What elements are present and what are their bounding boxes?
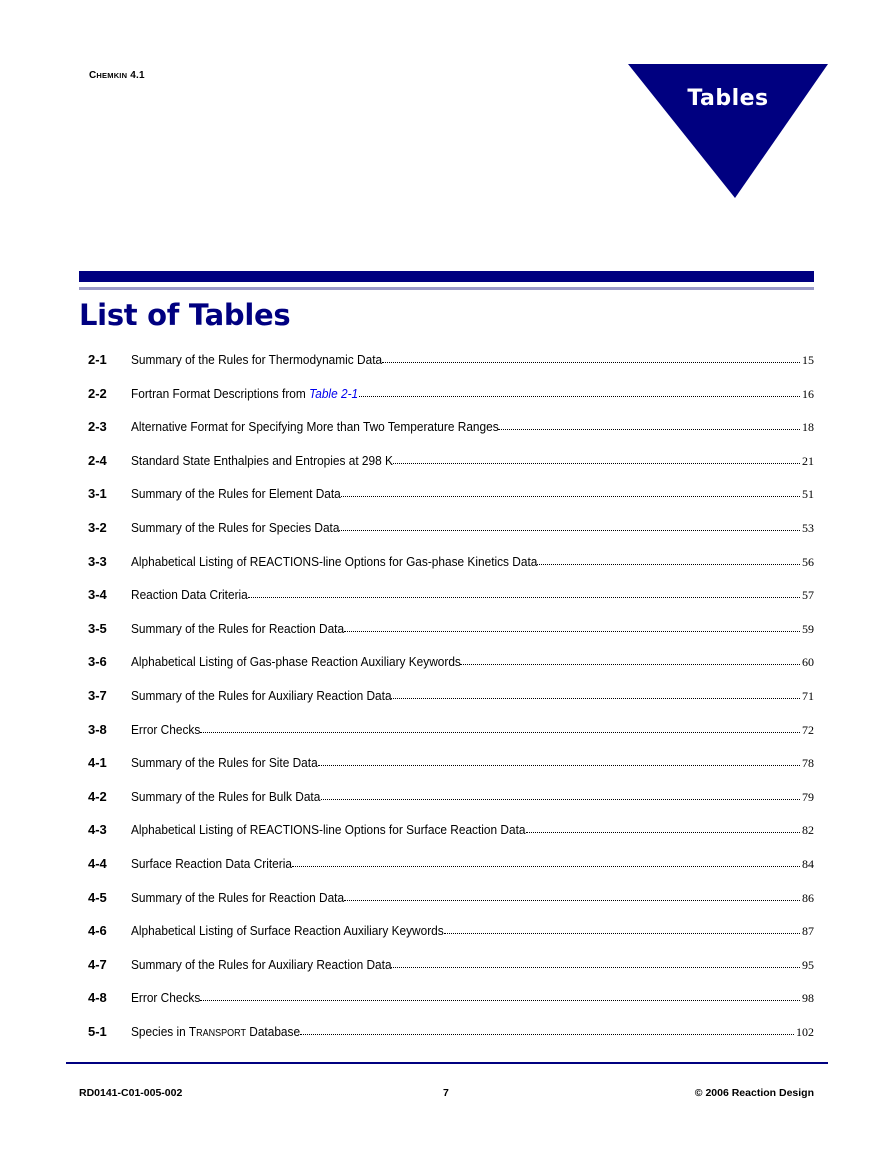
entry-page-number: 56 [802, 554, 814, 569]
entry-body [131, 486, 814, 502]
entry-number: 2-4 [88, 452, 107, 468]
entry-number: 2-3 [88, 419, 107, 435]
entry-page-number: 78 [802, 756, 814, 771]
dot-leader [200, 732, 800, 733]
table-list-entry[interactable] [79, 453, 814, 487]
entry-number: 4-7 [88, 956, 107, 972]
entry-page-number: 95 [802, 957, 814, 972]
entry-page-number: 98 [802, 991, 814, 1006]
badge-triangle [628, 64, 828, 198]
entry-page-number: 57 [802, 588, 814, 603]
entry-body [131, 1024, 814, 1042]
dot-leader [318, 765, 800, 766]
entry-number: 2-1 [88, 352, 107, 367]
table-list-entry[interactable] [79, 352, 814, 386]
table-list-entry[interactable] [79, 1024, 814, 1058]
entry-title: Summary of the Rules for Bulk Data [131, 788, 321, 804]
entry-number: 4-8 [88, 990, 107, 1006]
entry-page-number: 87 [802, 924, 814, 939]
page-title: List of Tables [79, 298, 291, 332]
entry-body [131, 419, 814, 435]
table-list-entry[interactable] [79, 722, 814, 756]
table-list-entry[interactable] [79, 856, 814, 890]
table-list-entry[interactable] [79, 789, 814, 823]
entry-title: Summary of the Rules for Auxiliary Reaction Data [131, 687, 392, 703]
entry-page-number: 60 [802, 655, 814, 670]
entry-title: Error Checks [131, 990, 201, 1006]
footer-rule [66, 1062, 828, 1064]
table-list-entry[interactable] [79, 419, 814, 453]
product-version: 4.1 [130, 70, 145, 81]
entry-page-number: 18 [802, 420, 814, 435]
entry-body [131, 520, 814, 536]
entry-title: Alphabetical Listing of Surface Reaction Auxiliary Keywords [131, 923, 444, 939]
dot-leader [341, 496, 800, 497]
entry-body [131, 352, 814, 368]
entry-title: Summary of the Rules for Site Data [131, 755, 318, 771]
entry-page-number: 51 [802, 487, 814, 502]
title-rule-thin [79, 287, 814, 290]
entry-body [131, 755, 814, 771]
entry-title: Summary of the Rules for Element Data [131, 486, 341, 502]
dot-leader [460, 664, 800, 665]
table-list-entry[interactable] [79, 520, 814, 554]
dot-leader [391, 698, 800, 699]
dot-leader [382, 362, 800, 363]
entry-page-number: 59 [802, 621, 814, 636]
dot-leader [300, 1034, 794, 1035]
title-rule-thick [79, 271, 814, 282]
entry-title [131, 1024, 300, 1042]
entry-title: Standard State Enthalpies and Entropies at 298 K [131, 452, 393, 468]
entry-number: 2-2 [88, 385, 107, 401]
entry-body [131, 890, 814, 906]
entry-body [131, 856, 814, 872]
entry-body [131, 688, 814, 704]
dot-leader [537, 564, 800, 565]
badge-label: Tables [687, 86, 769, 111]
table-list-entry[interactable] [79, 990, 814, 1024]
entry-title-text: Database [245, 1023, 301, 1039]
entry-number: 3-1 [88, 486, 107, 502]
dot-leader [391, 967, 800, 968]
section-badge [628, 64, 828, 198]
entry-title: Alphabetical Listing of Gas-phase Reaction Auxiliary Keywords [131, 654, 461, 670]
entry-number: 4-1 [88, 755, 107, 771]
entry-number: 4-5 [88, 889, 107, 905]
entry-page-number: 102 [796, 1024, 814, 1039]
table-list-entry[interactable] [79, 486, 814, 520]
entry-title: Alphabetical Listing of REACTIONS-line Options for Gas-phase Kinetics Data [131, 553, 538, 569]
running-header [89, 70, 145, 81]
entry-title: Summary of the Rules for Reaction Data [131, 889, 345, 905]
entry-title-text: Species in T [131, 1023, 197, 1039]
dot-leader [393, 463, 800, 464]
entry-number: 4-2 [88, 788, 107, 804]
entry-number: 5-1 [88, 1023, 107, 1039]
entry-page-number: 86 [802, 890, 814, 905]
table-list-entry[interactable] [79, 654, 814, 688]
entry-title: Error Checks [131, 721, 201, 737]
dot-leader [344, 631, 800, 632]
entry-body [131, 789, 814, 805]
entry-body [131, 722, 814, 738]
entry-page-number: 15 [802, 353, 814, 367]
entry-body [131, 654, 814, 670]
dot-leader [444, 933, 800, 934]
entry-body [131, 822, 814, 838]
entry-title: Surface Reaction Data Criteria [131, 855, 292, 871]
entry-title: Alphabetical Listing of REACTIONS-line Options for Surface Reaction Data [131, 822, 526, 838]
entry-body [131, 957, 814, 973]
table-cross-reference-link[interactable]: Table 2-1 [309, 385, 359, 401]
entry-page-number: 53 [802, 520, 814, 535]
dot-leader [359, 396, 800, 397]
document-id: RD0141-C01-005-002 [79, 1087, 183, 1099]
entry-page-number: 71 [802, 688, 814, 703]
table-list-entry[interactable] [79, 923, 814, 957]
entry-title: Summary of the Rules for Reaction Data [131, 620, 345, 636]
entry-page-number: 79 [802, 789, 814, 804]
dot-leader [248, 597, 801, 598]
table-list-entry[interactable] [79, 688, 814, 722]
table-list-entry[interactable] [79, 755, 814, 789]
dot-leader [344, 900, 800, 901]
dot-leader [526, 832, 800, 833]
entry-body [131, 587, 814, 603]
entry-title: Summary of the Rules for Thermodynamic Data [131, 352, 383, 367]
entry-number: 4-6 [88, 923, 107, 939]
entry-body [131, 386, 814, 402]
table-list [79, 352, 814, 1057]
dot-leader [498, 429, 800, 430]
entry-page-number: 21 [802, 453, 814, 468]
table-list-entry[interactable] [79, 554, 814, 588]
entry-page-number: 82 [802, 823, 814, 838]
entry-number: 3-2 [88, 519, 107, 535]
table-list-entry[interactable] [79, 587, 814, 621]
entry-title [131, 386, 358, 402]
entry-title: Summary of the Rules for Species Data [131, 519, 340, 535]
entry-number: 3-5 [88, 620, 107, 636]
entry-body [131, 621, 814, 637]
table-list-entry[interactable] [79, 822, 814, 856]
entry-body [131, 923, 814, 939]
entry-number: 3-6 [88, 654, 107, 670]
entry-body [131, 990, 814, 1006]
entry-body [131, 554, 814, 570]
entry-title-text: Fortran Format Descriptions from [131, 385, 310, 401]
entry-title: Reaction Data Criteria [131, 587, 248, 603]
entry-number: 3-4 [88, 587, 107, 603]
table-list-entry[interactable] [79, 621, 814, 655]
entry-page-number: 84 [802, 856, 814, 871]
dot-leader [292, 866, 800, 867]
entry-title: Summary of the Rules for Auxiliary Reaction Data [131, 956, 392, 972]
entry-title-smallcaps: RANSPORT [196, 1027, 246, 1039]
entry-number: 3-7 [88, 687, 107, 703]
entry-body [131, 453, 814, 469]
entry-number: 3-8 [88, 721, 107, 737]
entry-number: 4-3 [88, 822, 107, 838]
entry-page-number: 16 [802, 386, 814, 401]
entry-number: 3-3 [88, 553, 107, 569]
dot-leader [200, 1000, 800, 1001]
dot-leader [321, 799, 800, 800]
copyright: © 2006 Reaction Design [694, 1087, 814, 1099]
product-name-rest: HEMKIN [96, 71, 128, 80]
product-initial: C [89, 70, 97, 81]
table-list-entry[interactable] [79, 386, 814, 420]
page-number: 7 [443, 1087, 449, 1099]
dot-leader [339, 530, 800, 531]
entry-number: 4-4 [88, 855, 107, 871]
table-list-entry[interactable] [79, 957, 814, 991]
table-list-entry[interactable] [79, 890, 814, 924]
entry-page-number: 72 [802, 722, 814, 737]
entry-title: Alternative Format for Specifying More than Two Temperature Ranges [131, 419, 499, 435]
